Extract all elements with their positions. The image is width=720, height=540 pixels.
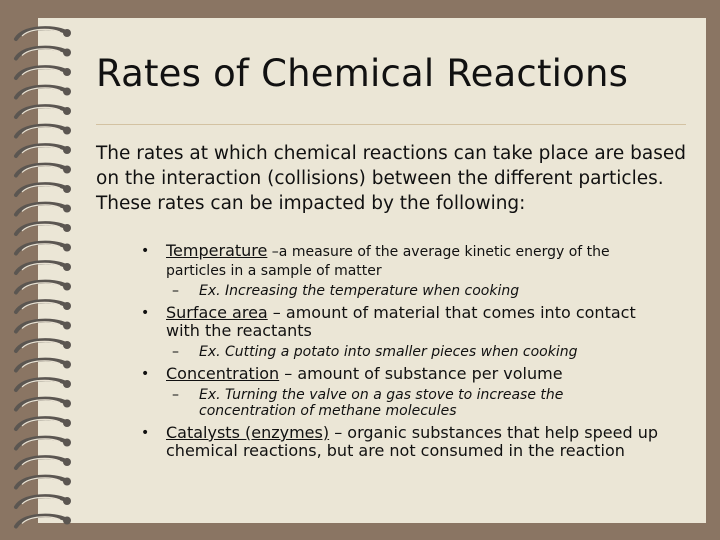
binding-ring bbox=[16, 282, 71, 293]
binding-ring bbox=[16, 399, 71, 410]
bullet-text bbox=[166, 365, 666, 383]
binding-ring bbox=[16, 184, 71, 195]
binding-ring bbox=[16, 477, 71, 488]
binding-ring bbox=[16, 126, 71, 137]
bullet-marker: • bbox=[141, 366, 150, 382]
binding-ring bbox=[16, 145, 71, 156]
definition-concentration: – amount of substance per volume bbox=[279, 364, 563, 383]
bullet-marker: • bbox=[141, 305, 150, 321]
binding-ring bbox=[16, 438, 71, 449]
intro-paragraph: The rates at which chemical reactions can take place are based on the interaction (collisions) between the different particles. These rates can be impacted by the following: bbox=[96, 143, 686, 214]
binding-ring bbox=[16, 67, 71, 78]
dash-marker: – bbox=[172, 283, 179, 299]
binding-ring bbox=[16, 28, 71, 39]
term-catalysts: Catalysts (enzymes) bbox=[166, 423, 330, 442]
bullet-text bbox=[166, 304, 666, 340]
binding-ring bbox=[16, 360, 71, 371]
example-text: Ex. Cutting a potato into smaller pieces when cooking bbox=[199, 344, 578, 360]
dash-marker: – bbox=[172, 387, 179, 403]
binding-ring bbox=[16, 340, 71, 351]
term-temperature: Temperature bbox=[166, 241, 268, 260]
example-text: Ex. Increasing the temperature when cooking bbox=[199, 283, 520, 299]
definition-surface-area: – amount of material that comes into contact with the reactants bbox=[166, 303, 636, 340]
binding-ring bbox=[16, 321, 71, 332]
definition-temperature: –a measure of the average kinetic energy of the particles in a sample of matter bbox=[166, 244, 610, 279]
binding-ring bbox=[16, 223, 71, 234]
binding-ring bbox=[16, 262, 71, 273]
binding-ring bbox=[16, 106, 71, 117]
bullet-text bbox=[166, 424, 666, 460]
binding-ring bbox=[16, 496, 71, 507]
term-concentration: Concentration bbox=[166, 364, 280, 383]
binding-ring bbox=[16, 204, 71, 215]
binding-ring bbox=[16, 243, 71, 254]
binding-ring bbox=[16, 48, 71, 59]
title-divider bbox=[96, 124, 686, 125]
binding-ring bbox=[16, 457, 71, 468]
bullet-marker: • bbox=[141, 243, 150, 259]
binding-ring bbox=[16, 379, 71, 390]
slide-title: Rates of Chemical Reactions bbox=[96, 52, 629, 95]
binding-ring bbox=[16, 418, 71, 429]
binding-ring bbox=[16, 516, 71, 527]
bullet-text bbox=[166, 242, 666, 280]
definition-catalysts: – organic substances that help speed up chemical reactions, but are not consumed in the reaction bbox=[166, 423, 659, 460]
example-text: Ex. Turning the valve on a gas stove to increase the concentration of methane molecules bbox=[199, 387, 564, 419]
binding-ring bbox=[16, 301, 71, 312]
spiral-binding bbox=[0, 0, 90, 540]
bullet-marker: • bbox=[141, 425, 150, 441]
binding-ring bbox=[16, 165, 71, 176]
dash-marker: – bbox=[172, 344, 179, 360]
term-surface-area: Surface area bbox=[166, 303, 268, 322]
binding-ring bbox=[16, 87, 71, 98]
